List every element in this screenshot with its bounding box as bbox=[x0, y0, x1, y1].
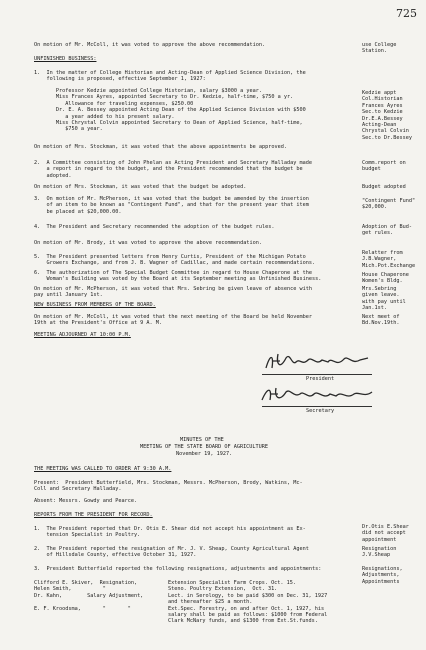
margin-note-contingent-fund: "Contingent Fund" $20,000. bbox=[362, 198, 416, 211]
secretary-label: Secretary bbox=[306, 408, 335, 414]
personnel-details: Extension Specialist Farm Crops. Oct. 15. Steno. Poultry Extension, Oct. 31. Lect. in Serology, to be paid $300 on Dec. 31, 1927 and thereafter $25 a month. Ext.Spec. Forestry, on and after Oct. 1, 1927, his salary shall be paid as follows: $1000 from Federal Clark McNary funds, and $1300 from Ext.St.funds. bbox=[168, 580, 328, 625]
present-members: Present: President Butterfield, Mrs. Stockman, Messrs. McPherson, Brody, Watkins, Mc- Coll and Secretary Halladay. bbox=[34, 480, 303, 493]
reports-heading: REPORTS FROM THE PRESIDENT FOR RECORD. bbox=[34, 512, 153, 518]
secretary-signature-line bbox=[262, 406, 372, 407]
report-1: 1. The President reported that Dr. Otis E. Shear did not accept his appointment as Ex- tension Specialist in Poultry. bbox=[34, 526, 306, 539]
margin-note-house-chaperone: House Chaperone Women's Bldg. bbox=[362, 272, 409, 285]
president-label: President bbox=[306, 376, 335, 382]
item-5: 5. The President presented letters from Henry Curtis, President of the Michigan Potato Growers Exchange, and from J. B. Wagner of Cadillac, and made certain recommendations. bbox=[34, 254, 316, 267]
personnel-names: Clifford E. Skiver, Resignation, Helen Smith, " Dr. Kahn, Salary Adjustment, E. F. Kroodsma, " " bbox=[34, 580, 144, 612]
margin-note-sheap: Resignation J.V.Sheap bbox=[362, 546, 397, 559]
page-number: 725 bbox=[396, 7, 417, 20]
absent-members: Absent: Messrs. Gowdy and Pearce. bbox=[34, 498, 138, 504]
motion-approve-budget-rules: On motion of Mr. Brody, it was voted to approve the above recommendation. bbox=[34, 240, 262, 246]
margin-note-budget-rules: Adoption of Bud- get rules. bbox=[362, 224, 412, 237]
margin-note-committee-report: Comm.report on budget bbox=[362, 160, 406, 173]
minutes-title: MINUTES OF THE bbox=[180, 437, 224, 443]
motion-approve-recommendation: On motion of Mr. McColl, it was voted to approve the above recommendation. bbox=[34, 42, 266, 48]
item-6: 6. The authorization of The Special Budget Committee in regard to House Chaperone at the Woman's Building was voted by the Board at its September meeting as Unfinished Business. bbox=[34, 270, 322, 283]
margin-note-resignations: Resignations, Adjustments, Appointments bbox=[362, 566, 403, 585]
item-3: 3. On motion of Mr. McPherson, it was voted that the budget be amended by the insertion of an item to be known as "Contingent Fund", and that for the present year that item be placed at $20,000.00. bbox=[34, 196, 309, 215]
minutes-date: November 19, 1927. bbox=[176, 451, 233, 457]
motion-budget-adopted: On motion of Mrs. Stockman, it was voted that the budget be adopted. bbox=[34, 184, 247, 190]
margin-note-appointments: Kedzie appt Col.Historian Frances Ayres Sec.to Kedzie Dr.E.A.Bessey Acting-Dean Chrystal Colvin Sec.to Dr.Bessey bbox=[362, 90, 412, 141]
margin-note-college-station: use College Station. bbox=[362, 42, 397, 55]
appointments-list: Professor Kedzie appointed College Historian, salary $3000 a year. Miss Frances Ayres, appointed Secretary to Dr. Kedzie, half-time, $750 a yr. Allowance for traveling expenses, $250.00 Dr. E. A. Bessey appointed Acting Dean of the Applied Science Division with $500 a year added to his present salary. Miss Chrystal Colvin appointed Secretary to Dean of Applied Science, half-time, $750 a year. bbox=[55, 88, 306, 133]
meeting-adjourned: MEETING ADJOURNED AT 10:00 P.M. bbox=[34, 332, 131, 338]
item-1: 1. In the matter of College Historian and Acting-Dean of Applied Science Division, the following is proposed, effective September 1, 1927: bbox=[34, 70, 306, 83]
margin-note-sebring-leave: Mrs.Sebring given leave. with pay until Jan.1st. bbox=[362, 286, 406, 312]
motion-sebring-leave: On motion of Mr. McPherson, it was voted that Mrs. Sebring be given leave of absence with pay until January 1st. bbox=[34, 286, 312, 299]
called-to-order: THE MEETING WAS CALLED TO ORDER AT 9:30 A.M. bbox=[34, 466, 172, 472]
margin-note-next-meeting: Next meet of Bd.Nov.19th. bbox=[362, 314, 400, 327]
unfinished-business-heading: UNFINISHED BUSINESS: bbox=[34, 56, 97, 62]
margin-note-budget-adopted: Budget adopted bbox=[362, 184, 406, 190]
report-2: 2. The President reported the resignation of Mr. J. V. Sheap, County Agricultural Agent of Hillsdale County, effective October 31, 1927. bbox=[34, 546, 309, 559]
new-business-heading: NEW BUSINESS FROM MEMBERS OF THE BOARD. bbox=[34, 302, 156, 308]
president-signature-line bbox=[262, 374, 372, 375]
margin-note-shear: Dr.Otis E.Shear did not accept appointment bbox=[362, 524, 409, 543]
motion-next-meeting: On motion of Mr. McColl, it was voted that the next meeting of the Board be held November 19th at the President's Office at 9 A. M. bbox=[34, 314, 312, 327]
item-4: 4. The President and Secretary recommended the adoption of the budget rules. bbox=[34, 224, 275, 230]
margin-note-wagner-letter: Relatter from J.B.Wagner, Mich.Pot.Exchange bbox=[362, 250, 416, 269]
item-2: 2. A Committee consisting of John Phelan as Acting President and Secretary Halladay made a report in regard to the budget, and the President recommended that the budget be adopted. bbox=[34, 160, 312, 179]
report-3: 3. President Butterfield reported the following resignations, adjustments and appointments: bbox=[34, 566, 322, 572]
motion-approve-appointments: On motion of Mrs. Stockman, it was voted that the above appointments be approved. bbox=[34, 144, 287, 150]
minutes-subtitle: MEETING OF THE STATE BOARD OF AGRICULTURE bbox=[140, 444, 269, 450]
secretary-signature bbox=[258, 384, 376, 406]
president-signature bbox=[262, 350, 372, 374]
